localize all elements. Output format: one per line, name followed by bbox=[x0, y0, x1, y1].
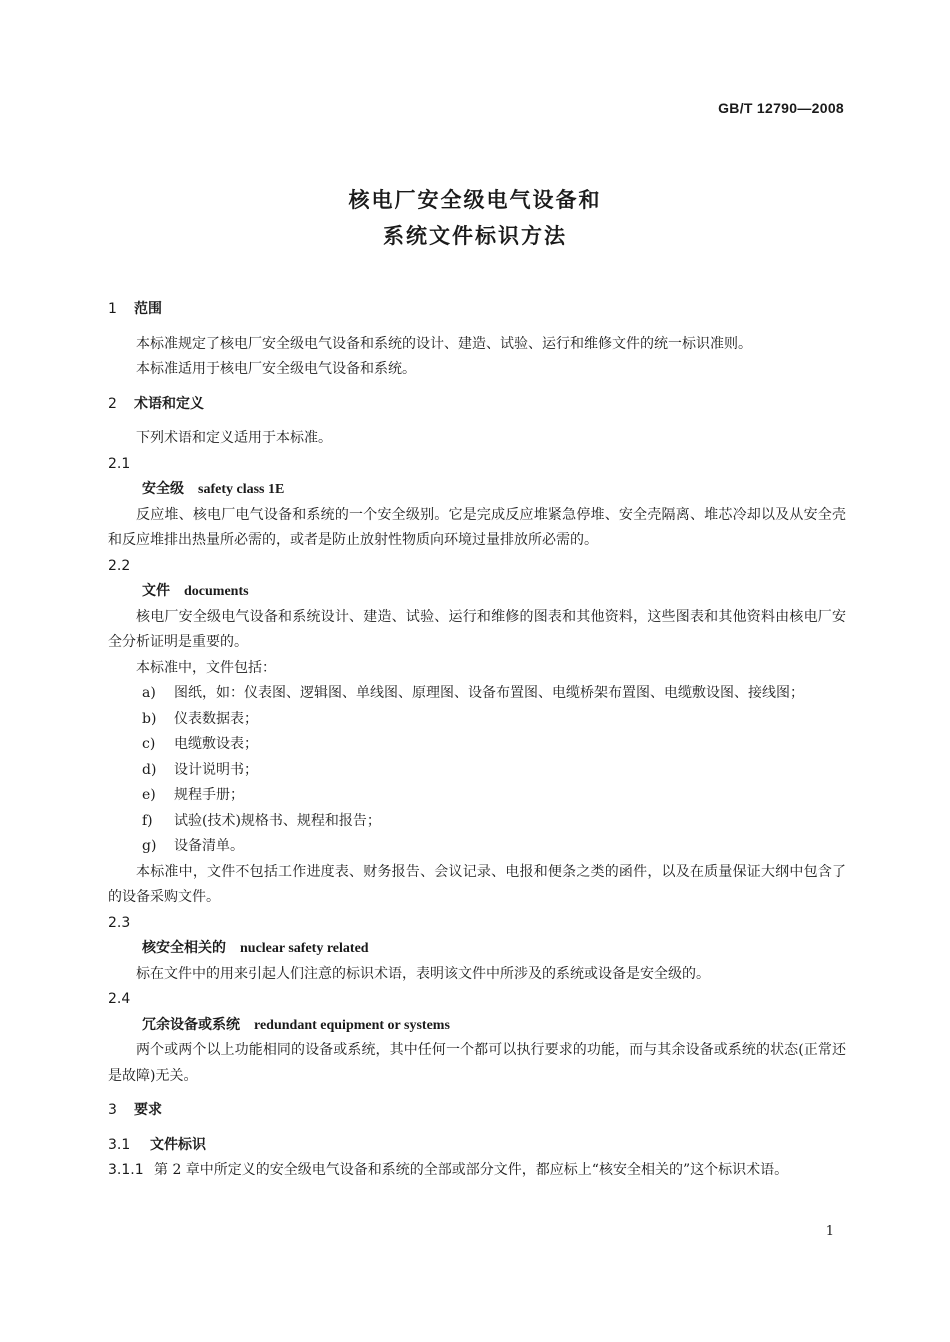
list-intro: 本标准中，文件包括： bbox=[136, 659, 276, 676]
document-title-line-2: 系统文件标识方法 bbox=[383, 224, 567, 248]
clause-number: 2.3 bbox=[108, 914, 131, 931]
term-definition: 核电厂安全级电气设备和系统设计、建造、试验、运行和维修的图表和其他资料，这些图表和其他资料由核电厂安全分析证明是重要的。 bbox=[108, 608, 846, 650]
paragraph: 本标准规定了核电厂安全级电气设备和系统的设计、建造、试验、运行和维修文件的统一标识准则。 bbox=[136, 335, 752, 352]
term-definition: 标在文件中的用来引起人们注意的标识术语，表明该文件中所涉及的系统或设备是安全级的。 bbox=[136, 965, 710, 982]
standard-code: GB/T 12790—2008 bbox=[718, 100, 844, 116]
clause-number: 2.1 bbox=[108, 455, 131, 472]
document-body bbox=[108, 297, 846, 1184]
clause-number: 2.4 bbox=[108, 991, 131, 1007]
term-entry: 冗余设备或系统 redundant equipment or systems bbox=[142, 1016, 450, 1033]
list-item: b) 仪表数据表； bbox=[142, 710, 258, 727]
clause-paragraph: 3.1.1 第 2 章中所定义的安全级电气设备和系统的全部或部分文件，都应标上“核安全相关的”这个标识术语。 bbox=[108, 1162, 789, 1178]
paragraph: 下列术语和定义适用于本标准。 bbox=[136, 430, 332, 446]
list-item: g) 设备清单。 bbox=[142, 838, 244, 854]
section-2-heading: 2 术语和定义 bbox=[108, 395, 204, 412]
page-number: 1 bbox=[825, 1224, 834, 1239]
list-item: c) 电缆敷设表； bbox=[142, 736, 258, 752]
term-entry: 文件 documents bbox=[142, 583, 249, 599]
section-3-heading: 3 要求 bbox=[108, 1102, 162, 1118]
subsection-3-1-heading: 3.1 文件标识 bbox=[108, 1136, 206, 1153]
clause-number: 2.2 bbox=[108, 557, 131, 574]
term-definition: 两个或两个以上功能相同的设备或系统，其中任何一个都可以执行要求的功能，而与其余设备或系统的状态(正常还是故障)无关。 bbox=[108, 1042, 846, 1084]
paragraph: 本标准适用于核电厂安全级电气设备和系统。 bbox=[136, 361, 416, 377]
term-entry: 核安全相关的 nuclear safety related bbox=[142, 940, 369, 956]
term-definition: 反应堆、核电厂电气设备和系统的一个安全级别。它是完成反应堆紧急停堆、安全壳隔离、堆芯冷却以及从安全壳和反应堆排出热量所必需的，或者是防止放射性物质向环境过量排放所必需的。 bbox=[108, 506, 846, 548]
list-item: d) 设计说明书； bbox=[142, 761, 258, 778]
list-item: a) 图纸，如：仪表图、逻辑图、单线图、原理图、设备布置图、电缆桥架布置图、电缆敷设图、接线图； bbox=[142, 685, 804, 701]
section-1-heading: 1 范围 bbox=[108, 301, 162, 317]
term-entry: 安全级 safety class 1E bbox=[142, 481, 285, 497]
list-item: e) 规程手册； bbox=[142, 787, 244, 803]
paragraph: 本标准中，文件不包括工作进度表、财务报告、会议记录、电报和便条之类的函件，以及在质量保证大纲中包含了的设备采购文件。 bbox=[108, 863, 846, 905]
list-item: f) 试验(技术)规格书、规程和报告； bbox=[142, 812, 381, 829]
document-title-line-1: 核电厂安全级电气设备和 bbox=[348, 188, 602, 212]
